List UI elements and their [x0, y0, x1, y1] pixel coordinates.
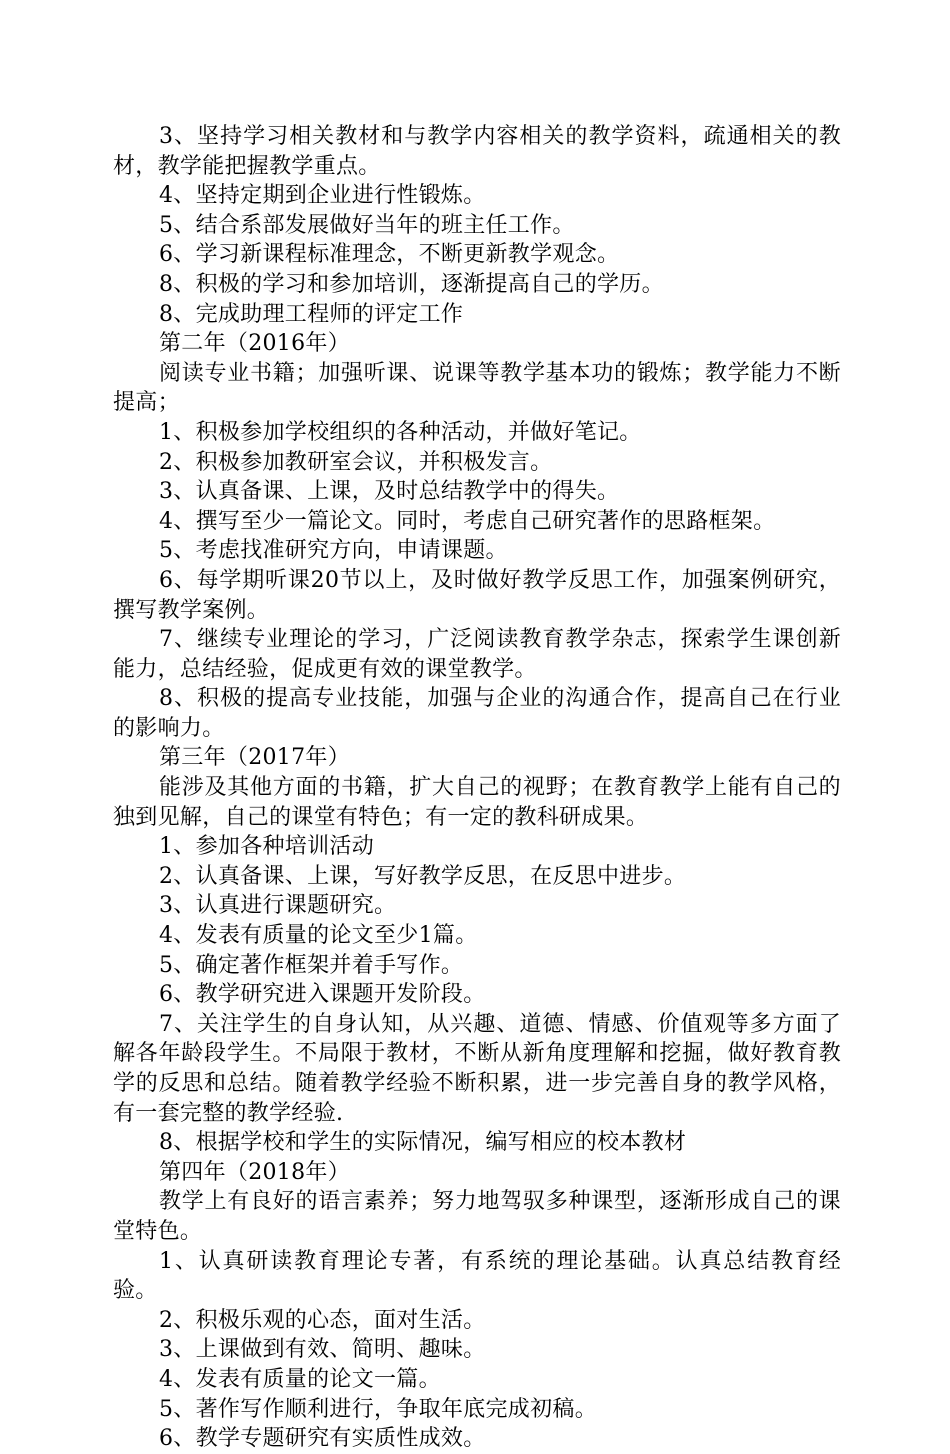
paragraph: 8、完成助理工程师的评定工作: [159, 301, 464, 327]
paragraph: 4、撰写至少一篇论文。同时，考虑自己研究著作的思路框架。: [159, 508, 776, 534]
paragraph: 4、发表有质量的论文至少1篇。: [159, 923, 478, 949]
document-body: [113, 122, 841, 1454]
paragraph: 2、认真备课、上课，写好教学反思，在反思中进步。: [159, 863, 687, 889]
paragraph: 4、发表有质量的论文一篇。: [159, 1366, 441, 1392]
paragraph: 3、认真备课、上课，及时总结教学中的得失。: [159, 479, 620, 505]
paragraph: 1、认真研读教育理论专著，有系统的理论基础。认真总结教育经验。: [113, 1248, 841, 1304]
paragraph: 1、积极参加学校组织的各种活动，并做好笔记。: [159, 419, 642, 445]
paragraph: 2、积极参加教研室会议，并积极发言。: [159, 449, 553, 475]
paragraph: 5、考虑找准研究方向，申请课题。: [159, 538, 508, 564]
paragraph: 2、积极乐观的心态，面对生活。: [159, 1307, 486, 1333]
paragraph: 8、根据学校和学生的实际情况，编写相应的校本教材: [159, 1130, 687, 1156]
paragraph: 6、每学期听课20节以上，及时做好教学反思工作，加强案例研究，撰写教学案例。: [113, 567, 841, 623]
paragraph: 1、参加各种培训活动: [159, 834, 374, 860]
section-heading: 第四年（2018年）: [159, 1159, 350, 1185]
paragraph: 3、认真进行课题研究。: [159, 893, 397, 919]
paragraph: 7、继续专业理论的学习，广泛阅读教育教学杂志，探索学生课创新能力，总结经验，促成更有效的课堂教学。: [113, 627, 841, 682]
paragraph: 7、关注学生的自身认知，从兴趣、道德、情感、价值观等多方面了解各年龄段学生。不局限于教材，不断从新角度理解和挖掘，做好教育教学的反思和总结。随着教学经验不断积累，进一步完善自身的教学风格，有一套完整的教学经验.: [113, 1011, 841, 1126]
paragraph: 8、积极的提高专业技能，加强与企业的沟通合作，提高自己在行业的影响力。: [113, 686, 841, 741]
paragraph: 8、积极的学习和参加培训，逐渐提高自己的学历。: [159, 271, 664, 297]
section-heading: 第三年（2017年）: [159, 745, 350, 771]
paragraph: 阅读专业书籍；加强听课、说课等教学基本功的锻炼；教学能力不断提高；: [113, 360, 841, 416]
paragraph: 5、确定著作框架并着手写作。: [159, 952, 464, 978]
paragraph: 5、结合系部发展做好当年的班主任工作。: [159, 212, 575, 238]
section-heading: 第二年（2016年）: [159, 331, 350, 357]
paragraph: 3、坚持学习相关教材和与教学内容相关的教学资料，疏通相关的教材，教学能把握教学重点。: [113, 124, 841, 179]
paragraph: 6、教学专题研究有实质性成效。: [159, 1426, 486, 1452]
paragraph: 3、上课做到有效、简明、趣味。: [159, 1337, 486, 1363]
paragraph: 能涉及其他方面的书籍，扩大自己的视野；在教育教学上能有自己的独到见解，自己的课堂有特色；有一定的教科研成果。: [113, 775, 841, 830]
paragraph: 6、教学研究进入课题开发阶段。: [159, 982, 486, 1008]
paragraph: 6、学习新课程标准理念，不断更新教学观念。: [159, 242, 620, 268]
paragraph: 4、坚持定期到企业进行性锻炼。: [159, 183, 486, 209]
paragraph: 教学上有良好的语言素养；努力地驾驭多种课型，逐渐形成自己的课堂特色。: [113, 1189, 841, 1244]
paragraph: 5、著作写作顺利进行，争取年底完成初稿。: [159, 1396, 597, 1422]
